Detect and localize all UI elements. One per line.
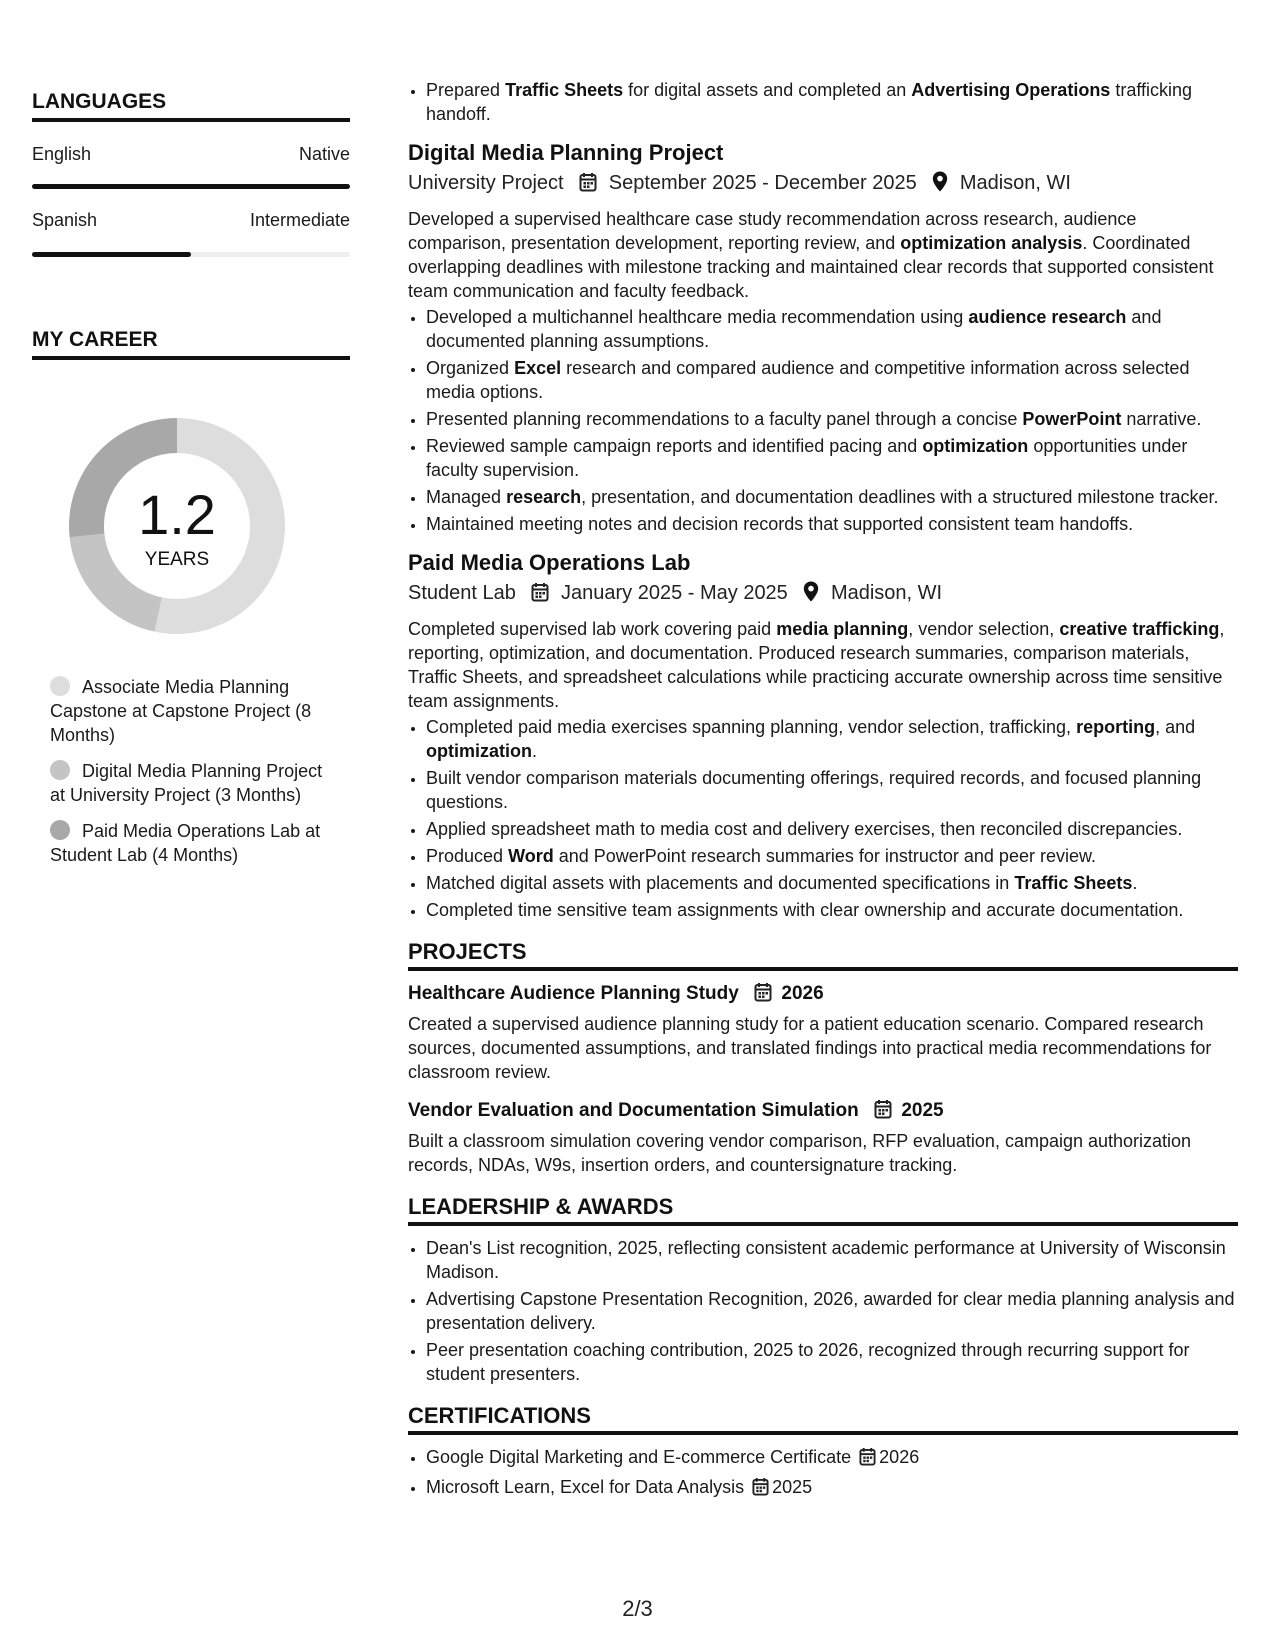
career-legend-label: Digital Media Planning Project at University Project (3 Months) <box>50 761 323 805</box>
leadership-item: • Peer presentation coaching contribution, 2025 to 2026, recognized through recurring support for student presenters. <box>426 1338 1238 1386</box>
project-entry <box>408 1098 1238 1177</box>
bullet-item: • Matched digital assets with placements and documented specifications in Traffic Sheets. <box>426 871 1238 895</box>
bold-keyword: optimization <box>922 436 1029 456</box>
leadership-list <box>408 1236 1238 1386</box>
language-row-english <box>32 144 350 165</box>
bullet-item: • Developed a multichannel healthcare media recommendation using audience research and documented planning assumptions. <box>426 305 1238 353</box>
certification-year: 2026 <box>879 1447 920 1467</box>
continued-bullet-list <box>408 78 1238 126</box>
bold-keyword: Excel <box>514 358 562 378</box>
bold-keyword: Traffic Sheets <box>505 80 624 100</box>
certification-name: Microsoft Learn, Excel for Data Analysis <box>426 1477 745 1497</box>
certifications-list <box>408 1445 1238 1502</box>
language-level: Native <box>298 144 350 164</box>
bold-keyword: Traffic Sheets <box>1014 873 1133 893</box>
project-description: Created a supervised audience planning study for a patient education scenario. Compared research sources, documented assumptions, and translated findings into practical media recommendations for classroom review. <box>408 1014 1212 1082</box>
bullet-item: • Produced Word and PowerPoint research summaries for instructor and peer review. <box>426 844 1238 868</box>
language-level: Intermediate <box>249 210 350 230</box>
career-legend-item <box>50 759 340 807</box>
leadership-item: • Dean's List recognition, 2025, reflecting consistent academic performance at University of Wisconsin Madison. <box>426 1236 1238 1284</box>
experience-description: Developed a supervised healthcare case study recommendation across research, audience comparison, presentation development, reporting review, and optimization analysis. Coordinated overlapping deadlines with milestone tracking and maintained clear records that supported consistent team communication and faculty feedback. <box>408 209 1214 301</box>
bold-keyword: media planning <box>776 619 909 639</box>
bold-keyword: Advertising Operations <box>911 80 1111 100</box>
experience-entry <box>408 138 1238 536</box>
experience-dates: January 2025 - May 2025 <box>561 582 788 604</box>
bullet-item: • Managed research, presentation, and documentation deadlines with a structured milestone tracker. <box>426 485 1238 509</box>
main-column <box>408 78 1238 1505</box>
calendar-icon <box>859 1447 876 1472</box>
map-pin-icon <box>932 171 948 201</box>
bold-keyword: audience research <box>968 307 1127 327</box>
languages-heading: LANGUAGES <box>32 90 350 122</box>
project-title-row <box>408 1098 1238 1127</box>
experience-dates: September 2025 - December 2025 <box>608 172 917 194</box>
language-bar-fill <box>32 184 350 189</box>
certification-year: 2025 <box>772 1477 813 1497</box>
experience-location: Madison, WI <box>959 172 1071 194</box>
bold-keyword: reporting <box>1076 717 1156 737</box>
bullet-item: • Prepared Traffic Sheets for digital assets and completed an Advertising Operations trafficking handoff. <box>426 78 1238 126</box>
bullet-item: • Organized Excel research and compared audience and competitive information across selected media options. <box>426 356 1238 404</box>
legend-dot-icon <box>50 760 70 780</box>
language-bar-spanish <box>32 252 350 257</box>
experience-meta <box>408 578 1238 611</box>
language-bar-fill <box>32 252 191 257</box>
map-pin-icon <box>803 581 819 611</box>
career-legend-label: Associate Media Planning Capstone at Capstone Project (8 Months) <box>50 677 312 745</box>
experience-description: Completed supervised lab work covering paid media planning, vendor selection, creative trafficking, reporting, optimization, and documentation. Produced research summaries, comparison materials, Traffic Sheets, and spreadsheet calculations while practicing accurate ownership across time sensitive team assignments. <box>408 619 1225 711</box>
experience-bullets <box>408 305 1238 536</box>
career-legend-item <box>50 675 340 747</box>
career-legend-label: Paid Media Operations Lab at Student Lab (4 Months) <box>50 821 321 865</box>
experience-location: Madison, WI <box>830 582 943 604</box>
career-total-unit: YEARS <box>144 549 210 570</box>
bullet-item: • Completed time sensitive team assignments with clear ownership and accurate documentation. <box>426 898 1238 922</box>
language-bar-english <box>32 184 350 189</box>
bullet-item: • Presented planning recommendations to a faculty panel through a concise PowerPoint narrative. <box>426 407 1238 431</box>
career-legend <box>50 675 340 879</box>
experience-bullets <box>408 715 1238 922</box>
experience-org: University Project <box>408 172 564 194</box>
project-entry <box>408 981 1238 1084</box>
calendar-icon <box>874 1099 892 1127</box>
project-description: Built a classroom simulation covering vendor comparison, RFP evaluation, campaign authorization records, NDAs, W9s, insertion orders, and countersignature tracking. <box>408 1131 1192 1175</box>
project-year: 2026 <box>781 983 824 1004</box>
career-total-value: 1.2 <box>138 483 216 546</box>
project-year: 2025 <box>901 1100 944 1121</box>
bullet-item: • Completed paid media exercises spanning planning, vendor selection, trafficking, reporting, and optimization. <box>426 715 1238 763</box>
bullet-item: • Built vendor comparison materials documenting offerings, required records, and focused planning questions. <box>426 766 1238 814</box>
bold-keyword: optimization <box>426 741 532 761</box>
calendar-icon <box>754 982 772 1010</box>
certifications-heading: CERTIFICATIONS <box>408 1404 1238 1435</box>
calendar-icon <box>531 581 549 611</box>
bold-keyword: research <box>506 487 582 507</box>
calendar-icon <box>579 171 597 201</box>
bullet-item: • Applied spreadsheet math to media cost and delivery exercises, then reconciled discrepancies. <box>426 817 1238 841</box>
certification-item <box>426 1475 1238 1502</box>
bullet-item: • Maintained meeting notes and decision records that supported consistent team handoffs. <box>426 512 1238 536</box>
career-legend-item <box>50 819 340 867</box>
experience-meta <box>408 168 1238 201</box>
certification-item <box>426 1445 1238 1472</box>
bold-keyword: Word <box>508 846 554 866</box>
projects-heading: PROJECTS <box>408 940 1238 971</box>
experience-title: Paid Media Operations Lab <box>408 550 691 575</box>
project-title: Vendor Evaluation and Documentation Simulation <box>408 1100 859 1121</box>
project-title: Healthcare Audience Planning Study <box>408 983 739 1004</box>
bold-keyword: optimization analysis <box>900 233 1083 253</box>
bold-keyword: creative trafficking <box>1059 619 1220 639</box>
language-name: English <box>32 144 92 164</box>
experience-title: Digital Media Planning Project <box>408 140 724 165</box>
leadership-item: • Advertising Capstone Presentation Recognition, 2026, awarded for clear media planning analysis and presentation delivery. <box>426 1287 1238 1335</box>
experience-entry <box>408 548 1238 922</box>
bold-keyword: PowerPoint <box>1022 409 1122 429</box>
calendar-icon <box>752 1477 769 1502</box>
career-heading: MY CAREER <box>32 328 350 360</box>
leadership-heading: LEADERSHIP & AWARDS <box>408 1195 1238 1226</box>
page-number: 2/3 <box>622 1596 653 1621</box>
project-title-row <box>408 981 1238 1010</box>
certification-name: Google Digital Marketing and E-commerce Certificate <box>426 1447 852 1467</box>
legend-dot-icon <box>50 676 70 696</box>
language-name: Spanish <box>32 210 98 230</box>
legend-dot-icon <box>50 820 70 840</box>
language-row-spanish <box>32 210 350 231</box>
bullet-item: • Reviewed sample campaign reports and identified pacing and optimization opportunities under faculty supervision. <box>426 434 1238 482</box>
experience-org: Student Lab <box>408 582 516 604</box>
